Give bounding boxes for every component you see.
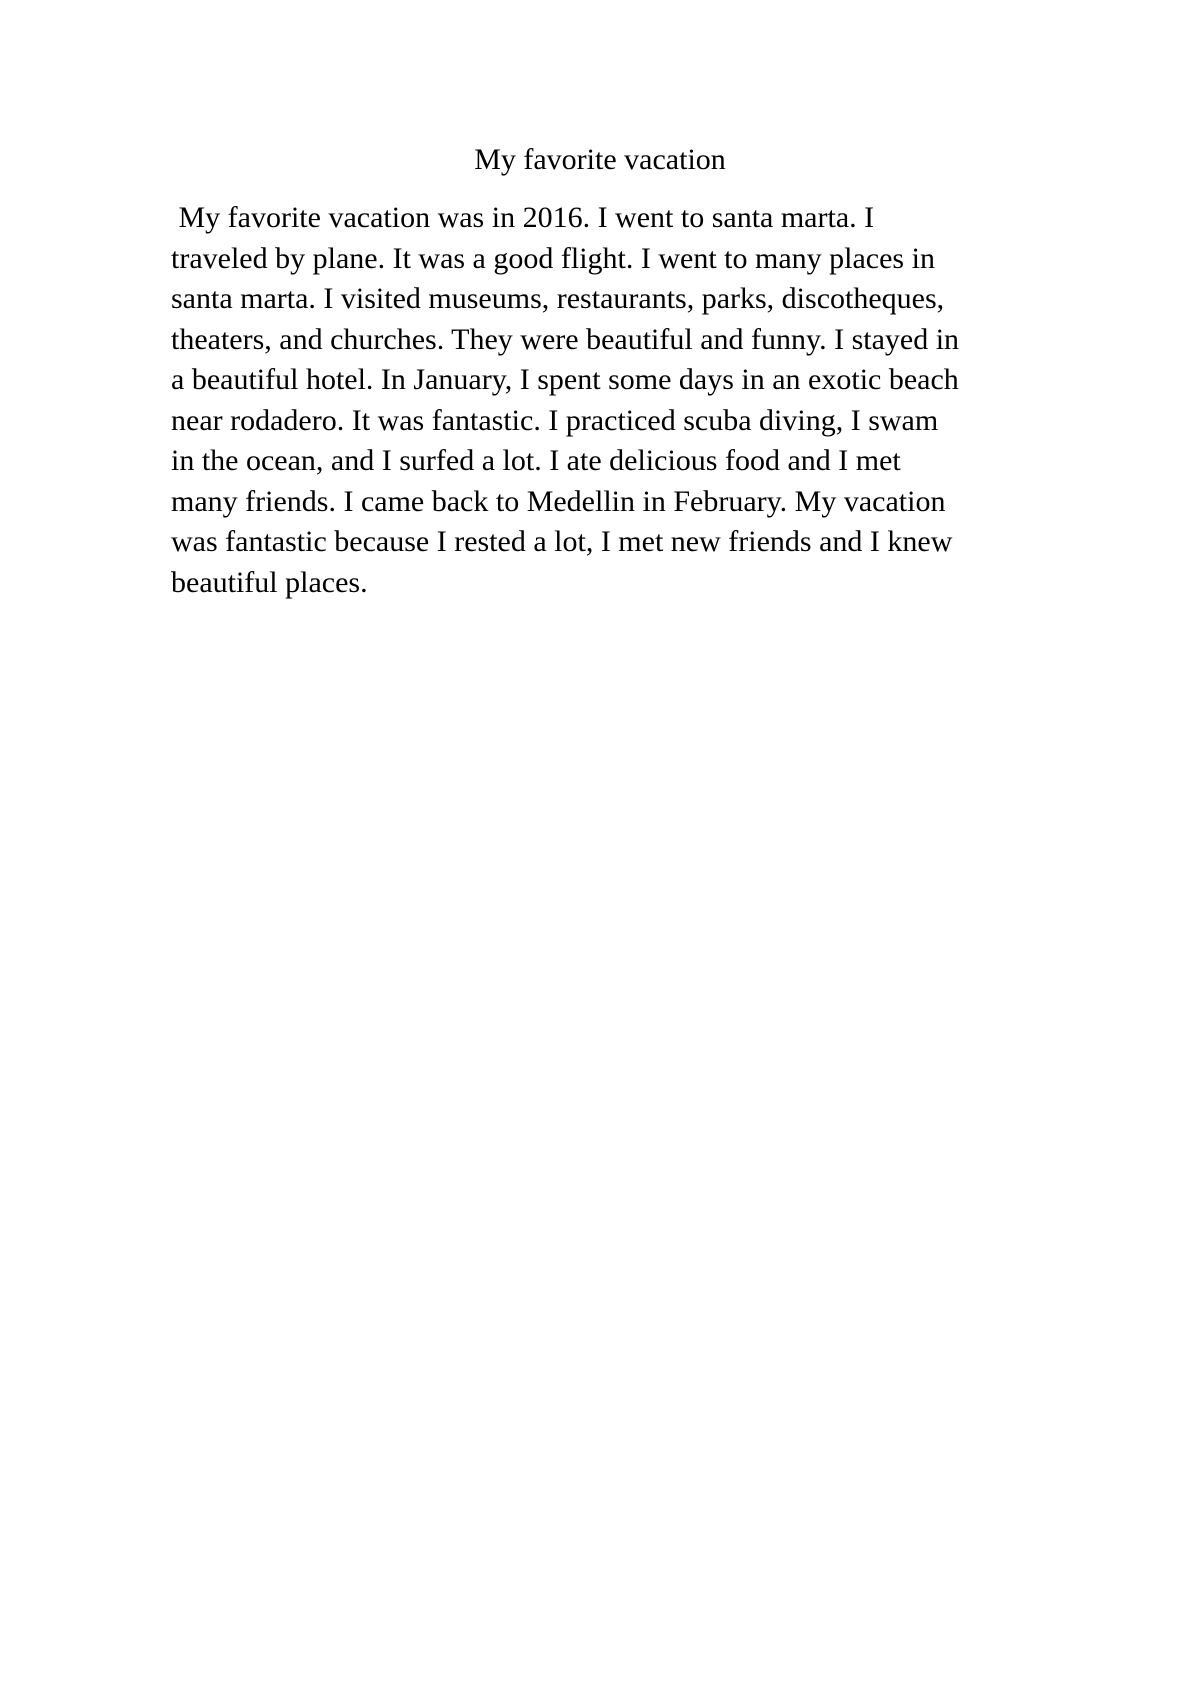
body-line: in the ocean, and I surfed a lot. I ate delicious food and I met <box>171 444 901 477</box>
document-title: My favorite vacation <box>474 143 726 176</box>
document-body <box>171 198 1031 603</box>
body-line: theaters, and churches. They were beautiful and funny. I stayed in <box>171 322 960 356</box>
body-line: santa marta. I visited museums, restaurants, parks, discotheques, <box>171 282 945 315</box>
body-line: beautiful places. <box>171 565 368 599</box>
body-line: a beautiful hotel. In January, I spent some days in an exotic beach <box>171 363 959 396</box>
body-line: traveled by plane. It was a good flight. I went to many places in <box>171 241 935 275</box>
body-line: was fantastic because I rested a lot, I met new friends and I knew <box>171 525 953 558</box>
body-line: many friends. I came back to Medellin in February. My vacation <box>171 484 946 518</box>
body-line: near rodadero. It was fantastic. I practiced scuba diving, I swam <box>171 403 939 437</box>
body-line: My favorite vacation was in 2016. I went to santa marta. I <box>171 201 875 234</box>
